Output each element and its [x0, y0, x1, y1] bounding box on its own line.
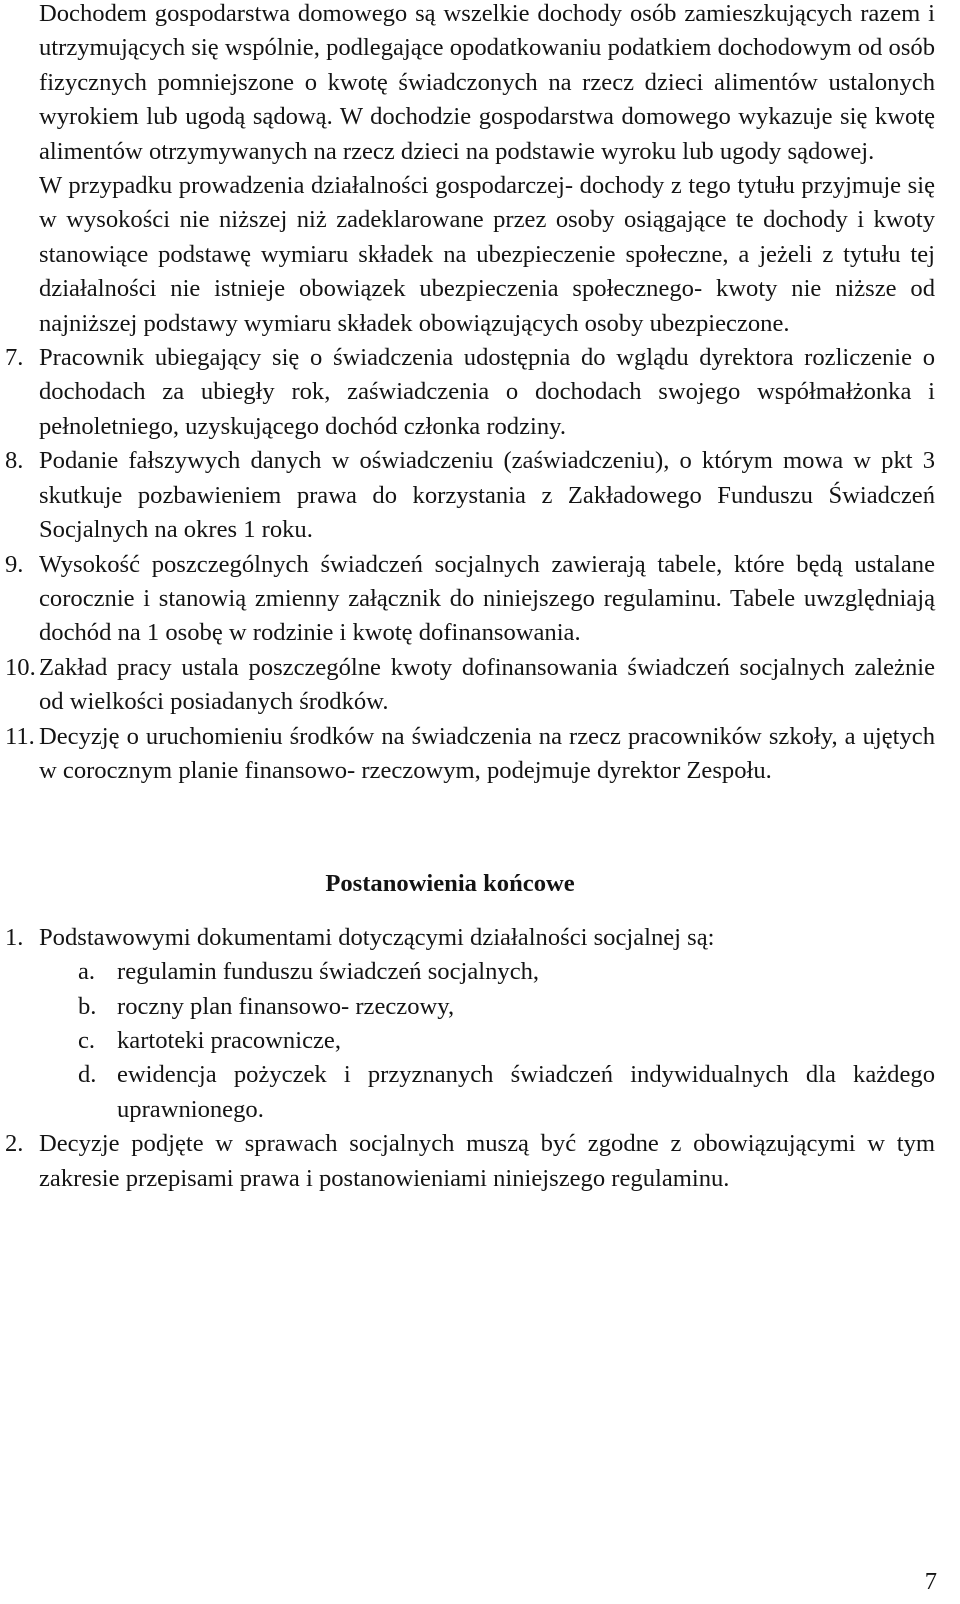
item-text: Zakład pracy ustala poszczególne kwoty dofinansowania świadczeń socjalnych zależnie od wielkości posiadanych środków. — [39, 653, 935, 716]
heading-gap — [39, 902, 935, 921]
subitem-text: ewidencja pożyczek i przyznanych świadczeń indywidualnych dla każdego uprawnionego. — [117, 1061, 935, 1123]
subitem-d — [39, 1058, 935, 1127]
final-item-2 — [5, 1127, 935, 1196]
numbered-item-11 — [5, 720, 935, 789]
intro-paragraph-income-definition: Dochodem gospodarstwa domowego są wszelkie dochody osób zamieszkujących razem i utrzymujących się wspólnie, podlegające opodatkowaniu podatkiem dochodowym od osób fizycznych pomniejszone o kwotę świadczonych na rzecz dzieci alimentów ustalonych wyrokiem lub ugodą sądową. W dochodzie gospodarstwa domowego wykazuje się kwotę alimentów otrzymywanych na rzecz dzieci na podstawie wyroku lub ugody sądowej. — [39, 0, 935, 165]
numbered-item-9 — [5, 548, 935, 651]
subitem-text: regulamin funduszu świadczeń socjalnych, — [117, 958, 540, 986]
subitem-letter: c. — [78, 1026, 96, 1054]
subitem-text: roczny plan finansowo- rzeczowy, — [117, 992, 455, 1020]
document-sublist — [39, 955, 935, 1127]
subitem-letter: a. — [78, 958, 96, 986]
item-number: 1. — [5, 923, 24, 951]
item-number: 2. — [5, 1130, 24, 1158]
item-number: 9. — [5, 550, 24, 578]
section-heading: Postanowienia końcowe — [325, 870, 575, 898]
subitem-text: kartoteki pracownicze, — [117, 1026, 341, 1054]
item-text: Decyzję o uruchomieniu środków na świadczenia na rzecz pracowników szkoły, a ujętych w corocznym planie finansowo- rzeczowym, podejmuje dyrektor Zespołu. — [39, 722, 935, 784]
final-item-1 — [5, 921, 935, 955]
item-number: 8. — [5, 447, 24, 475]
item-number: 7. — [5, 344, 24, 372]
subitem-letter: d. — [78, 1061, 97, 1089]
numbered-item-7 — [5, 341, 935, 444]
subitem-a — [39, 955, 935, 989]
intro-paragraph-business-income: W przypadku prowadzenia działalności gospodarczej- dochody z tego tytułu przyjmuje się w wysokości nie niższej niż zadeklarowane przez osoby osiągające te dochody i kwoty stanowiące podstawę wymiaru składek na ubezpieczenie społeczne, a jeżeli z tytułu tej działalności nie istnieje obowiązek ubezpieczenia społecznego- kwoty nie niższe od najniższej podstawy wymiaru składek obowiązujących osoby ubezpieczone. — [39, 172, 935, 337]
item-text: Podstawowymi dokumentami dotyczącymi działalności socjalnej są: — [39, 923, 715, 951]
numbered-item-10 — [5, 651, 935, 720]
item-text: Pracownik ubiegający się o świadczenia udostępnia do wglądu dyrektora rozliczenie o dochodach za ubiegły rok, zaświadczenia o dochodach swojego współmałżonka i pełnoletniego, uzyskującego dochód członka rodziny. — [39, 344, 935, 440]
section-spacer — [39, 788, 935, 867]
item-text: Podanie fałszywych danych w oświadczeniu (zaświadczeniu), o którym mowa w pkt 3 skutkuje pozbawieniem prawa do korzystania z Zakładowego Funduszu Świadczeń Socjalnych na okres 1 roku. — [39, 447, 935, 544]
item-text: Wysokość poszczególnych świadczeń socjalnych zawierają tabele, które będą ustalane corocznie i stanowią zmienny załącznik do niniejszego regulaminu. Tabele uwzględniają dochód na 1 osobę w rodzinie i kwotę dofinansowania. — [39, 550, 935, 647]
item-number: 11. — [5, 722, 35, 750]
page-number: 7 — [924, 1568, 937, 1595]
numbered-item-8 — [5, 444, 935, 547]
item-text: Decyzje podjęte w sprawach socjalnych muszą być zgodne z obowiązującymi w tym zakresie przepisami prawa i postanowieniami niniejszego regulaminu. — [39, 1130, 935, 1192]
subitem-b — [39, 990, 935, 1024]
item-number: 10. — [5, 653, 36, 681]
subitem-letter: b. — [78, 992, 97, 1020]
document-page — [5, 0, 935, 1196]
subitem-c — [39, 1024, 935, 1058]
